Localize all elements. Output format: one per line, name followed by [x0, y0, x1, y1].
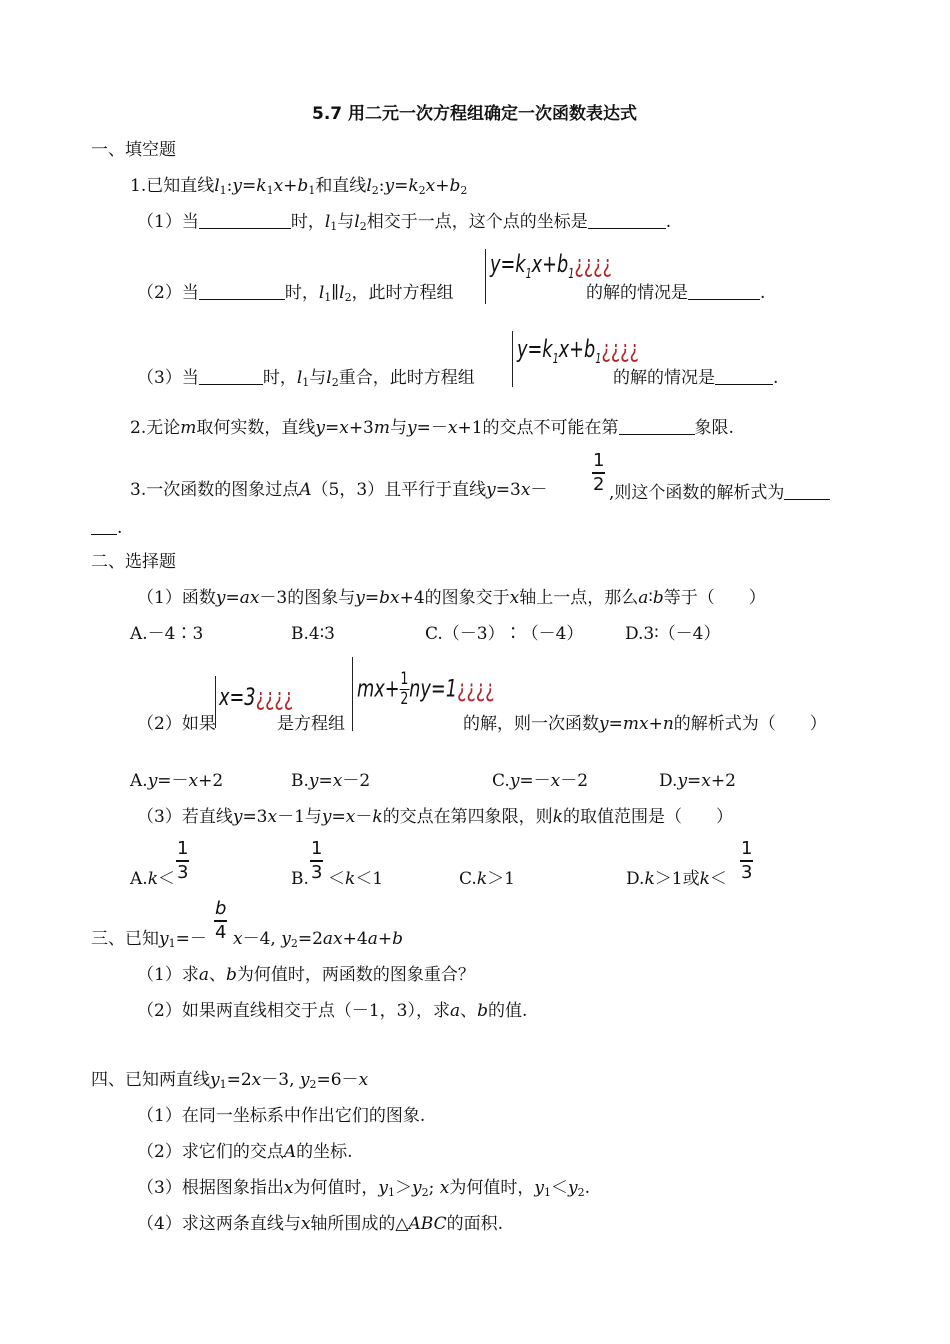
answer-blank[interactable] — [784, 483, 830, 500]
choice-3-option-d[interactable]: D.k＞1或k＜ — [626, 869, 727, 889]
fraction-one-third: $\frac{1}{3}$ — [177, 838, 189, 883]
answer-blank[interactable] — [588, 212, 666, 229]
choice-1-option-b[interactable]: B.4∶3 — [291, 624, 335, 644]
section-4-heading: 四、已知两直线$y_1=2x-3$, $y_2=6-x$ — [91, 1070, 369, 1091]
fraction-one-half: $\frac{1}{2}$ — [593, 450, 605, 495]
choice-1-option-d[interactable]: D.3∶（－4） — [625, 624, 721, 644]
equation-system-line: $y=k_1x+b_1¿¿¿¿$ — [517, 335, 639, 367]
section-heading-fill-blank: 一、填空题 — [91, 140, 176, 160]
question-1-part-3: （3）当 时，$l_1$与$l_2$重合，此时方程组 — [137, 368, 475, 389]
question-1-part-3-end: 的解的情况是 . — [613, 368, 779, 388]
equation-system-brace — [485, 249, 486, 304]
equation-system-line: mx+ $\frac{1}{2}$ ny=1¿¿¿¿ — [357, 669, 495, 709]
answer-blank[interactable] — [91, 518, 117, 535]
choice-1-option-c[interactable]: C.（－3）∶（－4） — [425, 624, 584, 644]
fraction-one-third: $\frac{1}{3}$ — [741, 838, 753, 883]
choice-question-2: （2）如果 — [137, 714, 216, 734]
choice-question-1: （1）函数y=ax－3的图象与y=bx+4的图象交于x轴上一点，那么a∶b等于（ ） — [137, 588, 766, 608]
choice-1-option-a[interactable]: A.－4∶3 — [130, 624, 204, 644]
equation-system-line: $y=k_1x+b_1¿¿¿¿$ — [490, 250, 612, 282]
answer-blank[interactable] — [199, 283, 285, 300]
answer-blank[interactable] — [619, 418, 695, 435]
choice-question-2-mid: 是方程组 — [277, 714, 345, 734]
question-1-part-1: （1）当 时，$l_1$与$l_2$相交于一点，这个点的坐标是 . — [137, 212, 672, 233]
choice-question-3: （3）若直线y=3x－1与y=x－k的交点在第四象限，则k的取值范围是（ ） — [137, 807, 733, 827]
solution-line: x=3¿¿¿¿ — [219, 683, 294, 711]
section-3-part-1: （1）求a、b为何值时，两函数的图象重合？ — [137, 965, 475, 985]
question-3: 3.一次函数的图象过点A（5，3）且平行于直线y=3x－ — [130, 480, 548, 500]
fraction-one-third: $\frac{1}{3}$ — [311, 838, 323, 883]
answer-blank[interactable] — [199, 368, 263, 385]
question-3-wrap: . — [91, 517, 122, 539]
choice-2-option-b[interactable]: B.y=x－2 — [291, 771, 371, 791]
section-4-part-3: （3）根据图象指出x为何值时，$y_1>y_2$; x为何值时，$y_1<y_2$. — [137, 1178, 590, 1199]
choice-3-option-c[interactable]: C.k＞1 — [459, 869, 515, 889]
section-4-part-4: （4）求这两条直线与x轴所围成的△ABC的面积. — [137, 1214, 503, 1234]
fraction-b-over-4: $\frac{b}{4}$ — [214, 898, 227, 943]
choice-2-option-c[interactable]: C.y=－x－2 — [492, 771, 589, 791]
question-3-end: ,则这个函数的解析式为 — [609, 482, 830, 504]
question-1-part-2: （2）当 时，$l_1\parallel l_2$，此时方程组 — [137, 283, 454, 304]
question-2: 2.无论m取何实数，直线y=x+3m与y=－x+1的交点不可能在第 象限. — [130, 418, 734, 438]
answer-blank[interactable] — [199, 212, 291, 229]
equation-system-brace — [352, 657, 353, 731]
question-1-intro: 1.已知直线$l_1:y=k_1x+b_1$和直线$l_2:y=k_2x+b_2$ — [130, 176, 468, 197]
equation-system-brace — [512, 331, 513, 387]
section-3-heading: 三、已知$y_1=-$ — [91, 929, 207, 950]
section-3-part-2: （2）如果两直线相交于点（－1，3），求a、b的值. — [137, 1001, 528, 1021]
section-heading-multiple-choice: 二、选择题 — [91, 552, 176, 572]
answer-blank[interactable] — [715, 368, 773, 385]
solution-brace — [215, 676, 216, 728]
choice-2-option-a[interactable]: A.y=－x+2 — [130, 771, 224, 791]
choice-3-option-b-end: ＜k＜1 — [328, 869, 384, 889]
section-4-part-1: （1）在同一坐标系中作出它们的图象. — [137, 1106, 426, 1126]
question-1-part-2-end: 的解的情况是 . — [586, 283, 766, 303]
page-title: 5.7 用二元一次方程组确定一次函数表达式 — [312, 104, 638, 124]
choice-2-option-d[interactable]: D.y=x+2 — [659, 771, 736, 791]
choice-3-option-b[interactable]: B. — [291, 869, 309, 889]
choice-question-2-end: 的解，则一次函数y=mx+n的解析式为（ ） — [463, 714, 827, 734]
choice-3-option-a[interactable]: A.k＜ — [130, 869, 175, 889]
section-3-heading-end: x－4, $y_2=2ax+4a+b$ — [233, 929, 403, 950]
section-4-part-2: （2）求它们的交点A的坐标. — [137, 1142, 353, 1162]
answer-blank[interactable] — [688, 283, 760, 300]
